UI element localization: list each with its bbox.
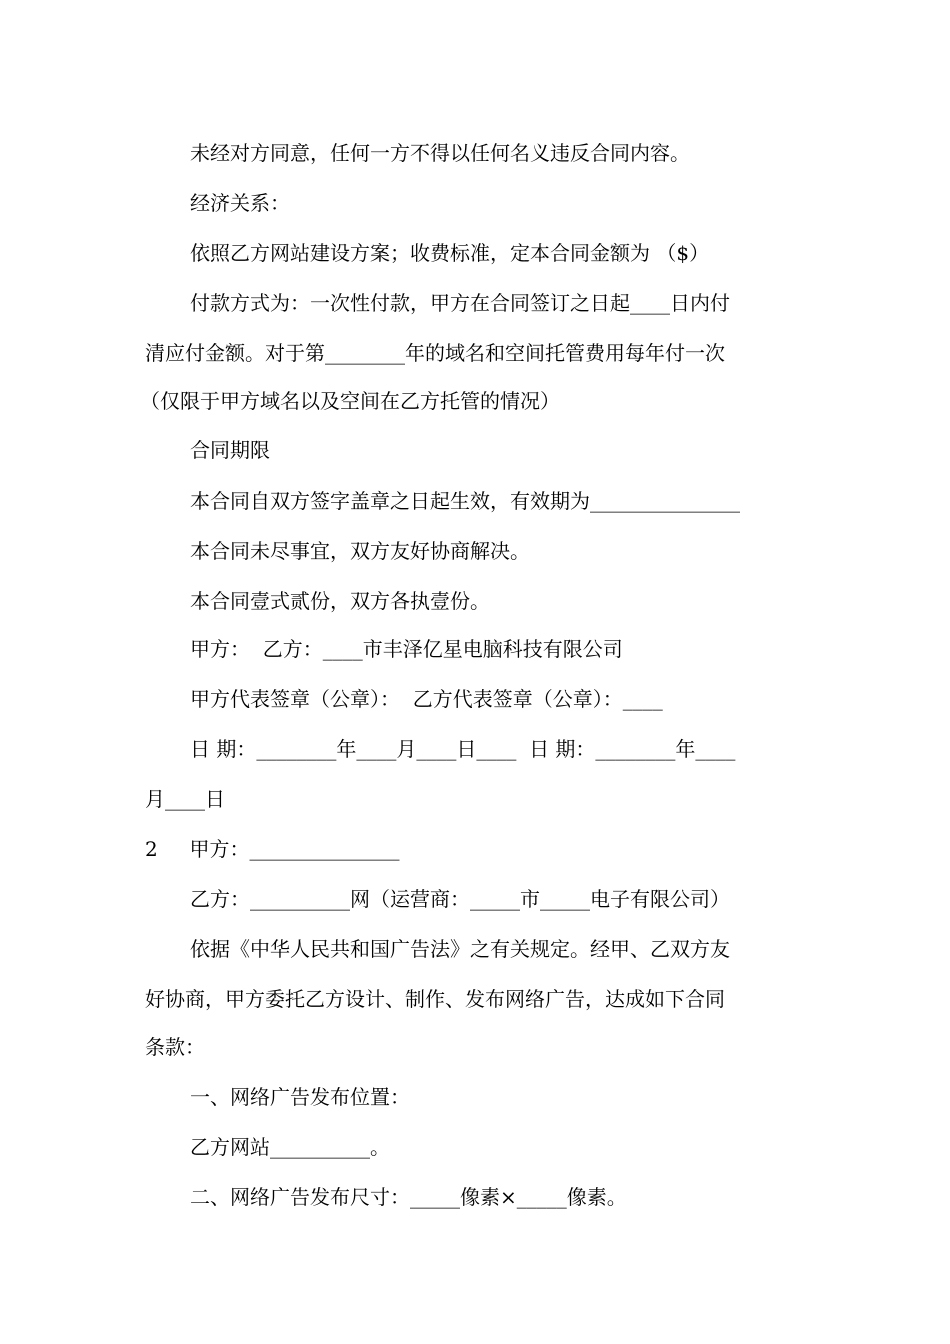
party-line: 甲方： 乙方：____市丰泽亿星电脑科技有限公司 xyxy=(190,637,623,661)
section-heading-term: 合同期限 xyxy=(190,438,270,462)
section-heading-position: 一、网络广告发布位置： xyxy=(190,1085,410,1109)
date-line: 月____日 xyxy=(145,787,225,811)
date-line: 日 期：________年____月____日____ 日 期：________年____ xyxy=(190,737,736,761)
paragraph-line: 依据《中华人民共和国广告法》之有关规定。经甲、乙双方友 xyxy=(190,937,730,961)
paragraph-line: 未经对方同意，任何一方不得以任何名义违反合同内容。 xyxy=(190,141,690,165)
paragraph-line: 本合同未尽事宜，双方友好协商解决。 xyxy=(190,539,530,563)
paragraph-line: 条款： xyxy=(145,1035,205,1059)
section-heading-economic: 经济关系： xyxy=(190,191,290,215)
signature-line: 甲方代表签章（公章）： 乙方代表签章（公章）：____ xyxy=(190,687,663,711)
party-line: 2 甲方：_______________ xyxy=(145,837,400,861)
paragraph-line: 好协商，甲方委托乙方设计、制作、发布网络广告，达成如下合同 xyxy=(145,987,725,1011)
paragraph-line: （仅限于甲方域名以及空间在乙方托管的情况） xyxy=(140,389,560,413)
paragraph-line: 清应付金额。对于第________年的域名和空间托管费用每年付一次 xyxy=(145,341,725,365)
paragraph-line: 本合同自双方签字盖章之日起生效，有效期为_______________ xyxy=(190,489,740,513)
party-line: 乙方：__________网（运营商：_____市_____电子有限公司） xyxy=(190,887,730,911)
section-heading-size: 二、网络广告发布尺寸：_____像素×_____像素。 xyxy=(190,1185,627,1209)
paragraph-line: 依照乙方网站建设方案；收费标准，定本合同金额为 （$） xyxy=(190,241,710,265)
paragraph-line: 乙方网站__________。 xyxy=(190,1135,390,1159)
paragraph-line: 本合同壹式贰份，双方各执壹份。 xyxy=(190,589,490,613)
paragraph-line: 付款方式为：一次性付款，甲方在合同签订之日起____日内付 xyxy=(190,291,730,315)
